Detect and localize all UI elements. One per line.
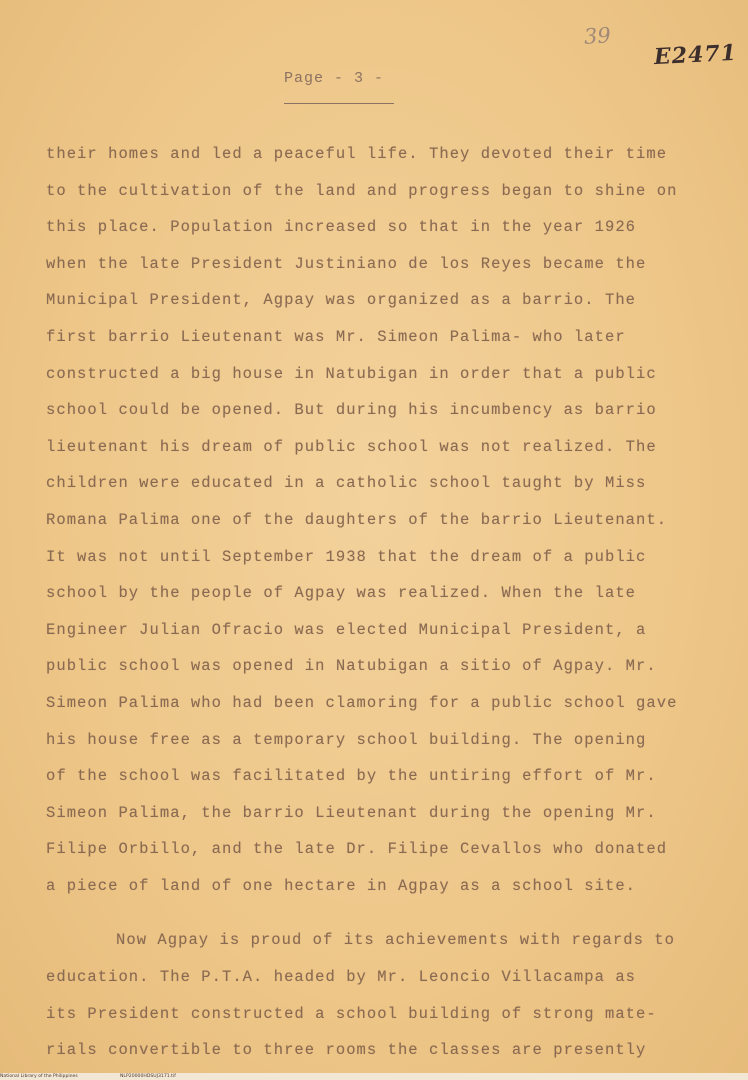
handwritten-catalog-id: E2471 xyxy=(653,39,738,71)
text-line: Simeon Palima, the barrio Lieutenant during the opening Mr. xyxy=(46,803,657,822)
text-line: education. The P.T.A. headed by Mr. Leoncio Villacampa as xyxy=(46,968,637,987)
handwritten-page-number: 39 xyxy=(583,23,612,49)
text-line: constructed a big house in Natubigan in order that a public xyxy=(46,364,657,383)
header-underline xyxy=(284,103,394,104)
text-line: to the cultivation of the land and progress began to shine on xyxy=(46,181,678,200)
text-line: Filipe Orbillo, and the late Dr. Filipe Cevallos who donated xyxy=(46,840,668,859)
text-line: public school was opened in Natubigan a sitio of Agpay. Mr. xyxy=(46,657,657,676)
text-line: a piece of land of one hectare in Agpay as a school site. xyxy=(46,876,637,895)
page-title: Page - 3 - xyxy=(284,70,385,87)
text-line: this place. Population increased so that in the year 1926 xyxy=(46,218,637,237)
typed-body-text xyxy=(46,136,726,1069)
text-line: its President constructed a school building of strong mate- xyxy=(46,1004,657,1023)
text-line: Simeon Palima who had been clamoring for a public school gave xyxy=(46,693,678,712)
text-line: his house free as a temporary school building. The opening xyxy=(46,730,647,749)
text-line: rials convertible to three rooms the classes are presently xyxy=(46,1041,647,1060)
text-line: children were educated in a catholic school taught by Miss xyxy=(46,474,647,493)
text-line: It was not until September 1938 that the dream of a public xyxy=(46,547,647,566)
text-line: Engineer Julian Ofracio was elected Municipal President, a xyxy=(46,620,647,639)
paragraph-start-line: Now Agpay is proud of its achievements with regards to xyxy=(116,931,675,950)
footer-library: National Library of the Philippines xyxy=(0,1074,78,1079)
text-line: Municipal President, Agpay was organized as a barrio. The xyxy=(46,291,637,310)
text-line: lieutenant his dream of public school was not realized. The xyxy=(46,437,657,456)
footer-bar xyxy=(0,1073,748,1080)
text-line: school by the people of Agpay was realized. When the late xyxy=(46,584,637,603)
text-line: their homes and led a peaceful life. They devoted their time xyxy=(46,145,668,163)
text-line: school could be opened. But during his incumbency as barrio xyxy=(46,401,657,420)
text-line: when the late President Justiniano de los Reyes became the xyxy=(46,254,647,273)
text-line: Romana Palima one of the daughters of the barrio Lieutenant. xyxy=(46,510,668,529)
footer-file-code: NLP20000HDSUJ3171.tif xyxy=(120,1074,176,1079)
text-line: of the school was facilitated by the untiring effort of Mr. xyxy=(46,767,657,786)
text-line: first barrio Lieutenant was Mr. Simeon Palima- who later xyxy=(46,327,626,346)
